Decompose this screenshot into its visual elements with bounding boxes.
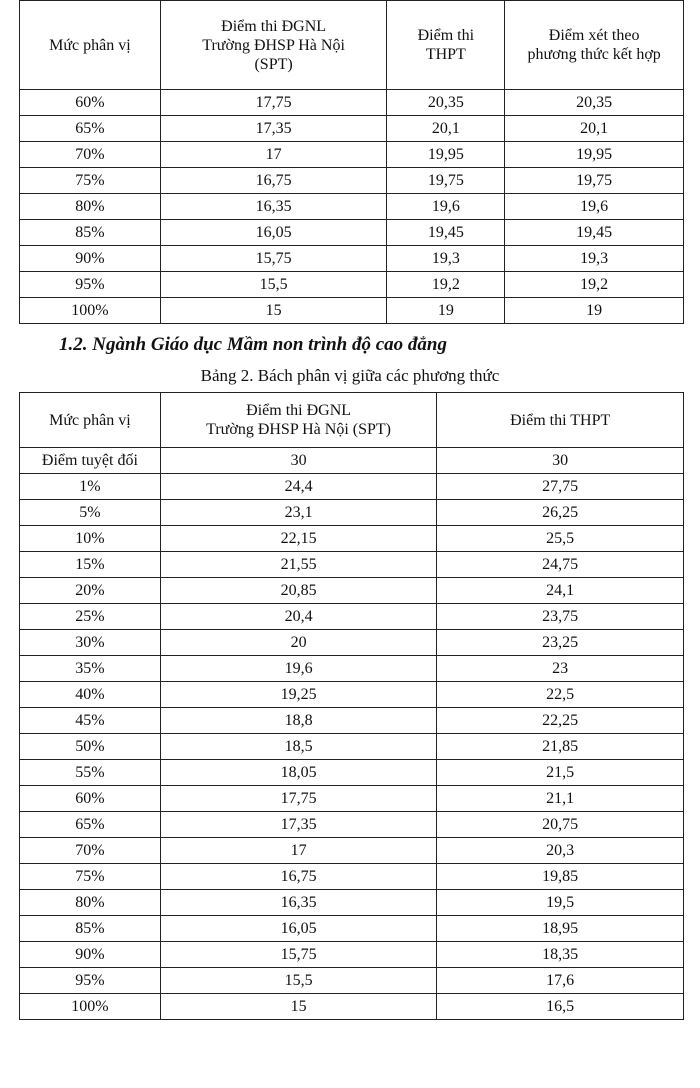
header-line: Điểm xét theo: [548, 27, 640, 44]
percentile-cell: 85%: [20, 916, 161, 942]
score-cell: 19,95: [387, 142, 505, 168]
table-row: [20, 246, 684, 272]
score-cell: 20,35: [387, 90, 505, 116]
score-cell: 16,75: [160, 168, 387, 194]
score-cell: 19: [505, 298, 684, 324]
header-line: Điểm thi ĐGNL: [221, 17, 327, 35]
header-line: THPT: [425, 46, 466, 63]
score-cell: 21,55: [160, 552, 437, 578]
percentile-cell: 100%: [20, 298, 161, 324]
table-row: [20, 220, 684, 246]
score-cell: 22,25: [437, 708, 684, 734]
percentile-cell: 95%: [20, 272, 161, 298]
score-cell: 22,15: [160, 526, 437, 552]
score-cell: 30: [160, 448, 437, 474]
score-cell: 18,5: [160, 734, 437, 760]
percentile-cell: 100%: [20, 994, 161, 1020]
percentile-cell: Điểm tuyệt đối: [20, 448, 161, 474]
percentile-cell: 60%: [20, 786, 161, 812]
score-cell: 16,35: [160, 890, 437, 916]
score-cell: 16,75: [160, 864, 437, 890]
table-row: [20, 272, 684, 298]
table-row: [20, 916, 684, 942]
score-cell: 17,35: [160, 116, 387, 142]
score-cell: 19,75: [387, 168, 505, 194]
score-cell: 30: [437, 448, 684, 474]
score-cell: 20: [160, 630, 437, 656]
percentile-cell: 45%: [20, 708, 161, 734]
table-header-row: [20, 393, 684, 448]
percentile-cell: 5%: [20, 500, 161, 526]
table-row: [20, 168, 684, 194]
score-cell: 15: [160, 994, 437, 1020]
header-thpt-score: [437, 393, 684, 448]
table-row: [20, 552, 684, 578]
table-row: [20, 942, 684, 968]
score-cell: 16,35: [160, 194, 387, 220]
table-row: [20, 604, 684, 630]
percentile-table-2: [19, 392, 684, 1020]
percentile-cell: 70%: [20, 838, 161, 864]
score-cell: 19,3: [387, 246, 505, 272]
header-line: Điểm thi THPT: [510, 411, 611, 429]
score-cell: 15,75: [160, 246, 387, 272]
score-cell: 17,75: [160, 786, 437, 812]
percentile-cell: 95%: [20, 968, 161, 994]
percentile-cell: 80%: [20, 194, 161, 220]
score-cell: 15,75: [160, 942, 437, 968]
table-row: [20, 142, 684, 168]
table-row: [20, 90, 684, 116]
score-cell: 19,6: [387, 194, 505, 220]
score-cell: 18,8: [160, 708, 437, 734]
header-spt-score: [160, 393, 437, 448]
score-cell: 19,2: [387, 272, 505, 298]
score-cell: 23,25: [437, 630, 684, 656]
percentile-cell: 40%: [20, 682, 161, 708]
percentile-cell: 85%: [20, 220, 161, 246]
header-percentile-level: [20, 1, 161, 90]
score-cell: 25,5: [437, 526, 684, 552]
table-row: [20, 474, 684, 500]
score-cell: 18,05: [160, 760, 437, 786]
score-cell: 22,5: [437, 682, 684, 708]
score-cell: 17: [160, 838, 437, 864]
score-cell: 18,35: [437, 942, 684, 968]
table-row: [20, 448, 684, 474]
score-cell: 20,4: [160, 604, 437, 630]
score-cell: 17,6: [437, 968, 684, 994]
table-row: [20, 864, 684, 890]
score-cell: 19,25: [160, 682, 437, 708]
percentile-cell: 70%: [20, 142, 161, 168]
header-line: Mức phân vị: [49, 411, 131, 429]
percentile-cell: 90%: [20, 942, 161, 968]
table-row: [20, 656, 684, 682]
score-cell: 19,85: [437, 864, 684, 890]
percentile-cell: 80%: [20, 890, 161, 916]
score-cell: 21,5: [437, 760, 684, 786]
table-row: [20, 994, 684, 1020]
score-cell: 17,75: [160, 90, 387, 116]
table-row: [20, 116, 684, 142]
header-line: Trường ĐHSP Hà Nội: [202, 36, 345, 54]
score-cell: 20,1: [505, 116, 684, 142]
score-cell: 20,3: [437, 838, 684, 864]
header-line: phương thức kết hợp: [527, 46, 661, 63]
score-cell: 24,1: [437, 578, 684, 604]
score-cell: 24,4: [160, 474, 437, 500]
score-cell: 18,95: [437, 916, 684, 942]
table-row: [20, 578, 684, 604]
table-row: [20, 760, 684, 786]
table-row: [20, 630, 684, 656]
table-row: [20, 786, 684, 812]
score-cell: 19,2: [505, 272, 684, 298]
score-cell: 19,6: [505, 194, 684, 220]
percentile-cell: 20%: [20, 578, 161, 604]
score-cell: 26,25: [437, 500, 684, 526]
header-percentile-level: [20, 393, 161, 448]
percentile-cell: 50%: [20, 734, 161, 760]
percentile-cell: 90%: [20, 246, 161, 272]
score-cell: 21,1: [437, 786, 684, 812]
score-cell: 16,05: [160, 916, 437, 942]
table-row: [20, 500, 684, 526]
score-cell: 19,75: [505, 168, 684, 194]
score-cell: 21,85: [437, 734, 684, 760]
percentile-cell: 65%: [20, 116, 161, 142]
header-line: (SPT): [254, 55, 293, 73]
score-cell: 27,75: [437, 474, 684, 500]
table-row: [20, 298, 684, 324]
percentile-cell: 1%: [20, 474, 161, 500]
table-row: [20, 682, 684, 708]
score-cell: 19,45: [505, 220, 684, 246]
table-row: [20, 526, 684, 552]
percentile-cell: 10%: [20, 526, 161, 552]
percentile-cell: 75%: [20, 168, 161, 194]
percentile-cell: 25%: [20, 604, 161, 630]
score-cell: 20,85: [160, 578, 437, 604]
table-row: [20, 708, 684, 734]
percentile-cell: 55%: [20, 760, 161, 786]
score-cell: 24,75: [437, 552, 684, 578]
table-header-row: [20, 1, 684, 90]
score-cell: 19,5: [437, 890, 684, 916]
header-line: Trường ĐHSP Hà Nội (SPT): [206, 421, 392, 438]
score-cell: 15,5: [160, 272, 387, 298]
score-cell: 20,75: [437, 812, 684, 838]
header-combined-score: [505, 1, 684, 90]
score-cell: 19: [387, 298, 505, 324]
score-cell: 16,5: [437, 994, 684, 1020]
score-cell: 23,1: [160, 500, 437, 526]
score-cell: 17,35: [160, 812, 437, 838]
score-cell: 15,5: [160, 968, 437, 994]
table-row: [20, 194, 684, 220]
table-row: [20, 734, 684, 760]
table-row: [20, 838, 684, 864]
percentile-cell: 65%: [20, 812, 161, 838]
percentile-cell: 15%: [20, 552, 161, 578]
table-row: [20, 968, 684, 994]
header-thpt-score: [387, 1, 505, 90]
percentile-cell: 30%: [20, 630, 161, 656]
section-heading: 1.2. Ngành Giáo dục Mầm non trình độ cao đẳng: [59, 334, 447, 355]
score-cell: 17: [160, 142, 387, 168]
table-row: [20, 890, 684, 916]
percentile-table-1: [19, 0, 684, 324]
percentile-cell: 60%: [20, 90, 161, 116]
table-caption: Bảng 2. Bách phân vị giữa các phương thức: [200, 366, 500, 385]
score-cell: 16,05: [160, 220, 387, 246]
score-cell: 19,45: [387, 220, 505, 246]
score-cell: 19,95: [505, 142, 684, 168]
table-row: [20, 812, 684, 838]
header-spt-score: [160, 1, 387, 90]
score-cell: 20,35: [505, 90, 684, 116]
header-line: Điểm thi ĐGNL: [246, 402, 352, 419]
percentile-cell: 35%: [20, 656, 161, 682]
score-cell: 20,1: [387, 116, 505, 142]
score-cell: 19,6: [160, 656, 437, 682]
score-cell: 15: [160, 298, 387, 324]
percentile-cell: 75%: [20, 864, 161, 890]
score-cell: 19,3: [505, 246, 684, 272]
header-line: Mức phân vị: [49, 36, 131, 54]
score-cell: 23: [437, 656, 684, 682]
header-line: Điểm thi: [417, 27, 475, 44]
score-cell: 23,75: [437, 604, 684, 630]
